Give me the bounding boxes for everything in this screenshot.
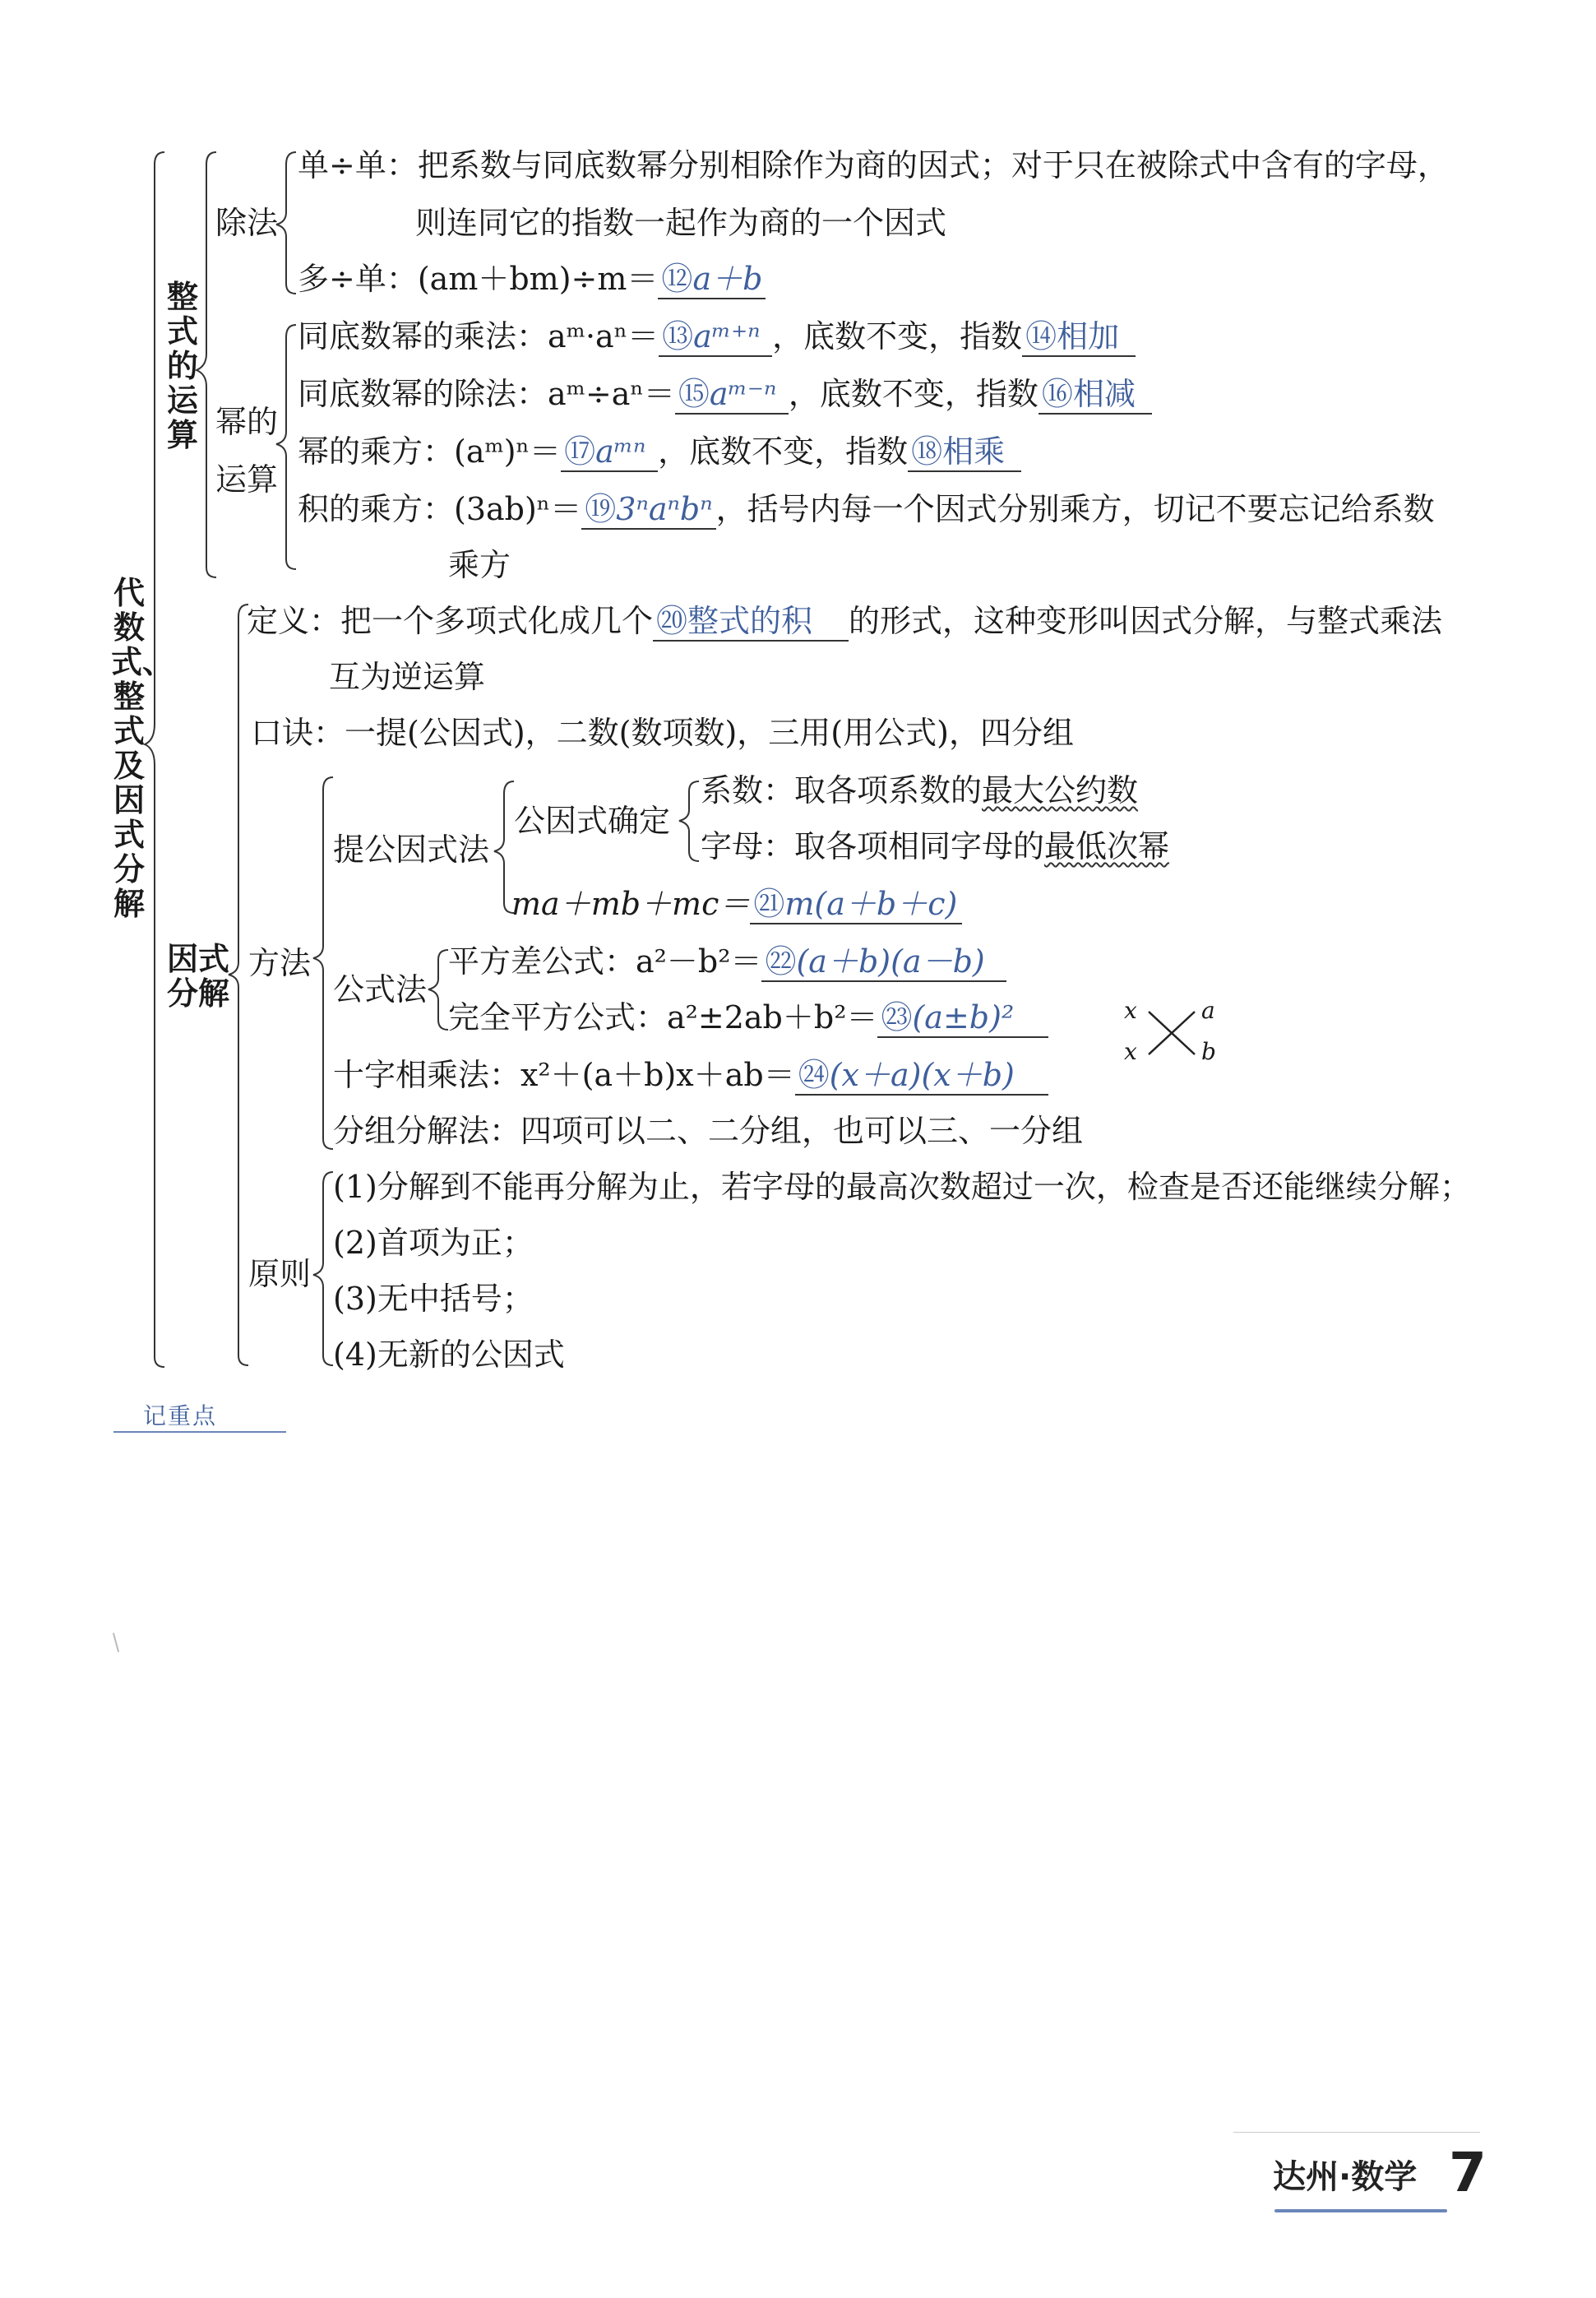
footer-page-number: 7	[1449, 2141, 1487, 2204]
principle-label: 原则	[248, 1256, 312, 1292]
answer-18-number: ⑱	[911, 433, 943, 470]
diff-squares-row	[448, 943, 1006, 982]
answer-19-text: 3ⁿaⁿbⁿ	[616, 491, 713, 527]
answer-12-text: a＋b	[692, 261, 763, 297]
answer-18-text: 相乘	[942, 433, 1006, 470]
answer-16	[1039, 375, 1152, 415]
answer-13	[659, 317, 772, 357]
answer-22-number: ㉒	[765, 943, 797, 980]
powers-label-b: 运算	[215, 461, 279, 498]
powers-mul-prefix: 同底数幂的乘法：aᵐ·aⁿ＝	[298, 318, 659, 354]
cross-diagram	[1122, 995, 1221, 1069]
answer-14-text: 相加	[1057, 318, 1120, 354]
coef-emphasis: 最大公约数	[982, 772, 1139, 808]
division-label: 除法	[215, 205, 279, 241]
answer-17	[561, 433, 658, 472]
cross-prefix: 十字相乘法：x²＋(a＋b)x＋ab＝	[333, 1057, 795, 1093]
answer-14	[1022, 317, 1136, 357]
powers-div-row	[298, 375, 1152, 415]
powers-label-a: 幂的	[215, 404, 279, 440]
division-rule1-b: 则连同它的指数一起作为商的一个因式	[415, 205, 947, 241]
cross-bottom-right: b	[1201, 1038, 1216, 1065]
answer-20	[653, 602, 849, 642]
answer-21	[750, 885, 962, 924]
answer-13-number: ⑬	[662, 318, 694, 354]
answer-22	[761, 943, 1006, 982]
answer-12-number: ⑫	[661, 261, 693, 297]
powers-div-mid: ，底数不变，指数	[788, 376, 1039, 412]
answer-14-number: ⑭	[1025, 318, 1057, 354]
perfect-square-row	[448, 998, 1048, 1038]
answer-24-text: (x＋a)(x＋b)	[829, 1057, 1015, 1093]
common-formula: ma＋mb＋mc＝	[511, 886, 751, 922]
factor-def-prefix: 定义：把一个多项式化成几个	[247, 603, 654, 639]
formula-method-label: 公式法	[333, 971, 428, 1008]
answer-23-text: (a±b)²	[912, 999, 1015, 1035]
main-heading: 代数式、整式及因式分解	[111, 575, 174, 922]
powers-prod-tail: 乘方	[448, 547, 511, 583]
factor-definition	[247, 602, 1442, 642]
factor-def-tail: 互为逆运算	[329, 659, 486, 695]
powers-pow-row	[298, 433, 1021, 472]
factor-def-suffix: 的形式，这种变形叫因式分解，与整式乘法	[849, 603, 1443, 639]
answer-23	[877, 998, 1048, 1038]
common-formula-row	[511, 885, 962, 924]
principle-4: (4)无新的公因式	[333, 1337, 565, 1373]
answer-19	[581, 490, 715, 530]
factorization-heading: 因式分解	[166, 941, 229, 1012]
powers-pow-prefix: 幂的乘方：(aᵐ)ⁿ＝	[298, 433, 562, 470]
answer-15-text: aᵐ⁻ⁿ	[709, 376, 777, 412]
integer-ops-heading: 整式的运算	[166, 279, 198, 453]
division-rule1-a: 单÷单：把系数与同底数幂分别相除作为商的因式；对于只在被除式中含有的字母，	[298, 147, 1449, 183]
answer-23-number: ㉓	[881, 999, 913, 1035]
answer-19-number: ⑲	[585, 491, 617, 527]
powers-pow-mid: ，底数不变，指数	[658, 433, 909, 470]
answer-20-text: 整式的积	[687, 603, 813, 639]
perfect-sq-prefix: 完全平方公式：a²±2ab＋b²＝	[448, 999, 878, 1035]
footer-region: 达州·数学	[1273, 2158, 1418, 2196]
factor-mnemonic: 口诀：一提(公因式)，二数(数项数)，三用(用公式)，四分组	[251, 715, 1074, 751]
powers-prod-row	[298, 490, 1435, 530]
coef-prefix: 系数：取各项系数的	[701, 772, 983, 808]
powers-prod-prefix: 积的乘方：(3ab)ⁿ＝	[298, 491, 582, 527]
notes-label-text: 记重点	[143, 1402, 218, 1429]
principle-1: (1)分解到不能再分解为止，若字母的最高次数超过一次，检查是否还能继续分解；	[333, 1169, 1471, 1205]
powers-prod-suffix: ，括号内每一个因式分别乘方，切记不要忘记给系数	[715, 491, 1435, 527]
division-rule2-prefix: 多÷单：(am＋bm)÷m＝	[298, 261, 659, 297]
powers-mul-row	[298, 317, 1136, 357]
answer-16-number: ⑯	[1041, 376, 1073, 412]
answer-15-number: ⑮	[678, 376, 710, 412]
answer-15	[675, 375, 789, 415]
answer-21-number: ㉑	[753, 886, 785, 922]
answer-12	[658, 260, 766, 299]
answer-17-text: aᵐⁿ	[595, 433, 646, 470]
group-method: 分组分解法：四项可以二、二分组，也可以三、一分组	[333, 1113, 1084, 1149]
cross-multiply-row	[333, 1056, 1048, 1096]
diff-sq-prefix: 平方差公式：a²－b²＝	[448, 943, 762, 980]
footer-rule	[1233, 2132, 1480, 2133]
letter-prefix: 字母：取各项相同字母的	[701, 828, 1045, 864]
answer-16-text: 相减	[1072, 376, 1136, 412]
answer-24-number: ㉔	[798, 1057, 830, 1093]
common-factor-label: 提公因式法	[333, 832, 490, 868]
footer-underline	[1274, 2209, 1447, 2212]
division-rule2	[298, 260, 766, 299]
principle-2: (2)首项为正；	[333, 1225, 534, 1261]
powers-div-prefix: 同底数幂的除法：aᵐ÷aⁿ＝	[298, 376, 675, 412]
powers-mul-mid: ，底数不变，指数	[772, 318, 1023, 354]
answer-18	[908, 433, 1021, 472]
letter-emphasis: 最低次幂	[1044, 828, 1170, 864]
cross-top-left: x	[1124, 997, 1137, 1024]
answer-20-number: ⑳	[656, 603, 688, 639]
cross-bottom-left: x	[1124, 1038, 1137, 1065]
method-label: 方法	[248, 945, 312, 981]
answer-17-number: ⑰	[564, 433, 596, 470]
answer-21-text: m(a＋b＋c)	[784, 886, 958, 922]
principle-3: (3)无中括号；	[333, 1281, 534, 1317]
notes-label	[113, 1398, 286, 1433]
answer-24	[795, 1056, 1048, 1096]
answer-13-text: aᵐ⁺ⁿ	[693, 318, 761, 354]
cross-top-right: a	[1201, 997, 1215, 1024]
letter-rule	[701, 827, 1169, 865]
common-determine-label: 公因式确定	[514, 803, 671, 839]
coefficient-rule	[701, 771, 1138, 809]
answer-22-text: (a＋b)(a－b)	[796, 943, 985, 980]
